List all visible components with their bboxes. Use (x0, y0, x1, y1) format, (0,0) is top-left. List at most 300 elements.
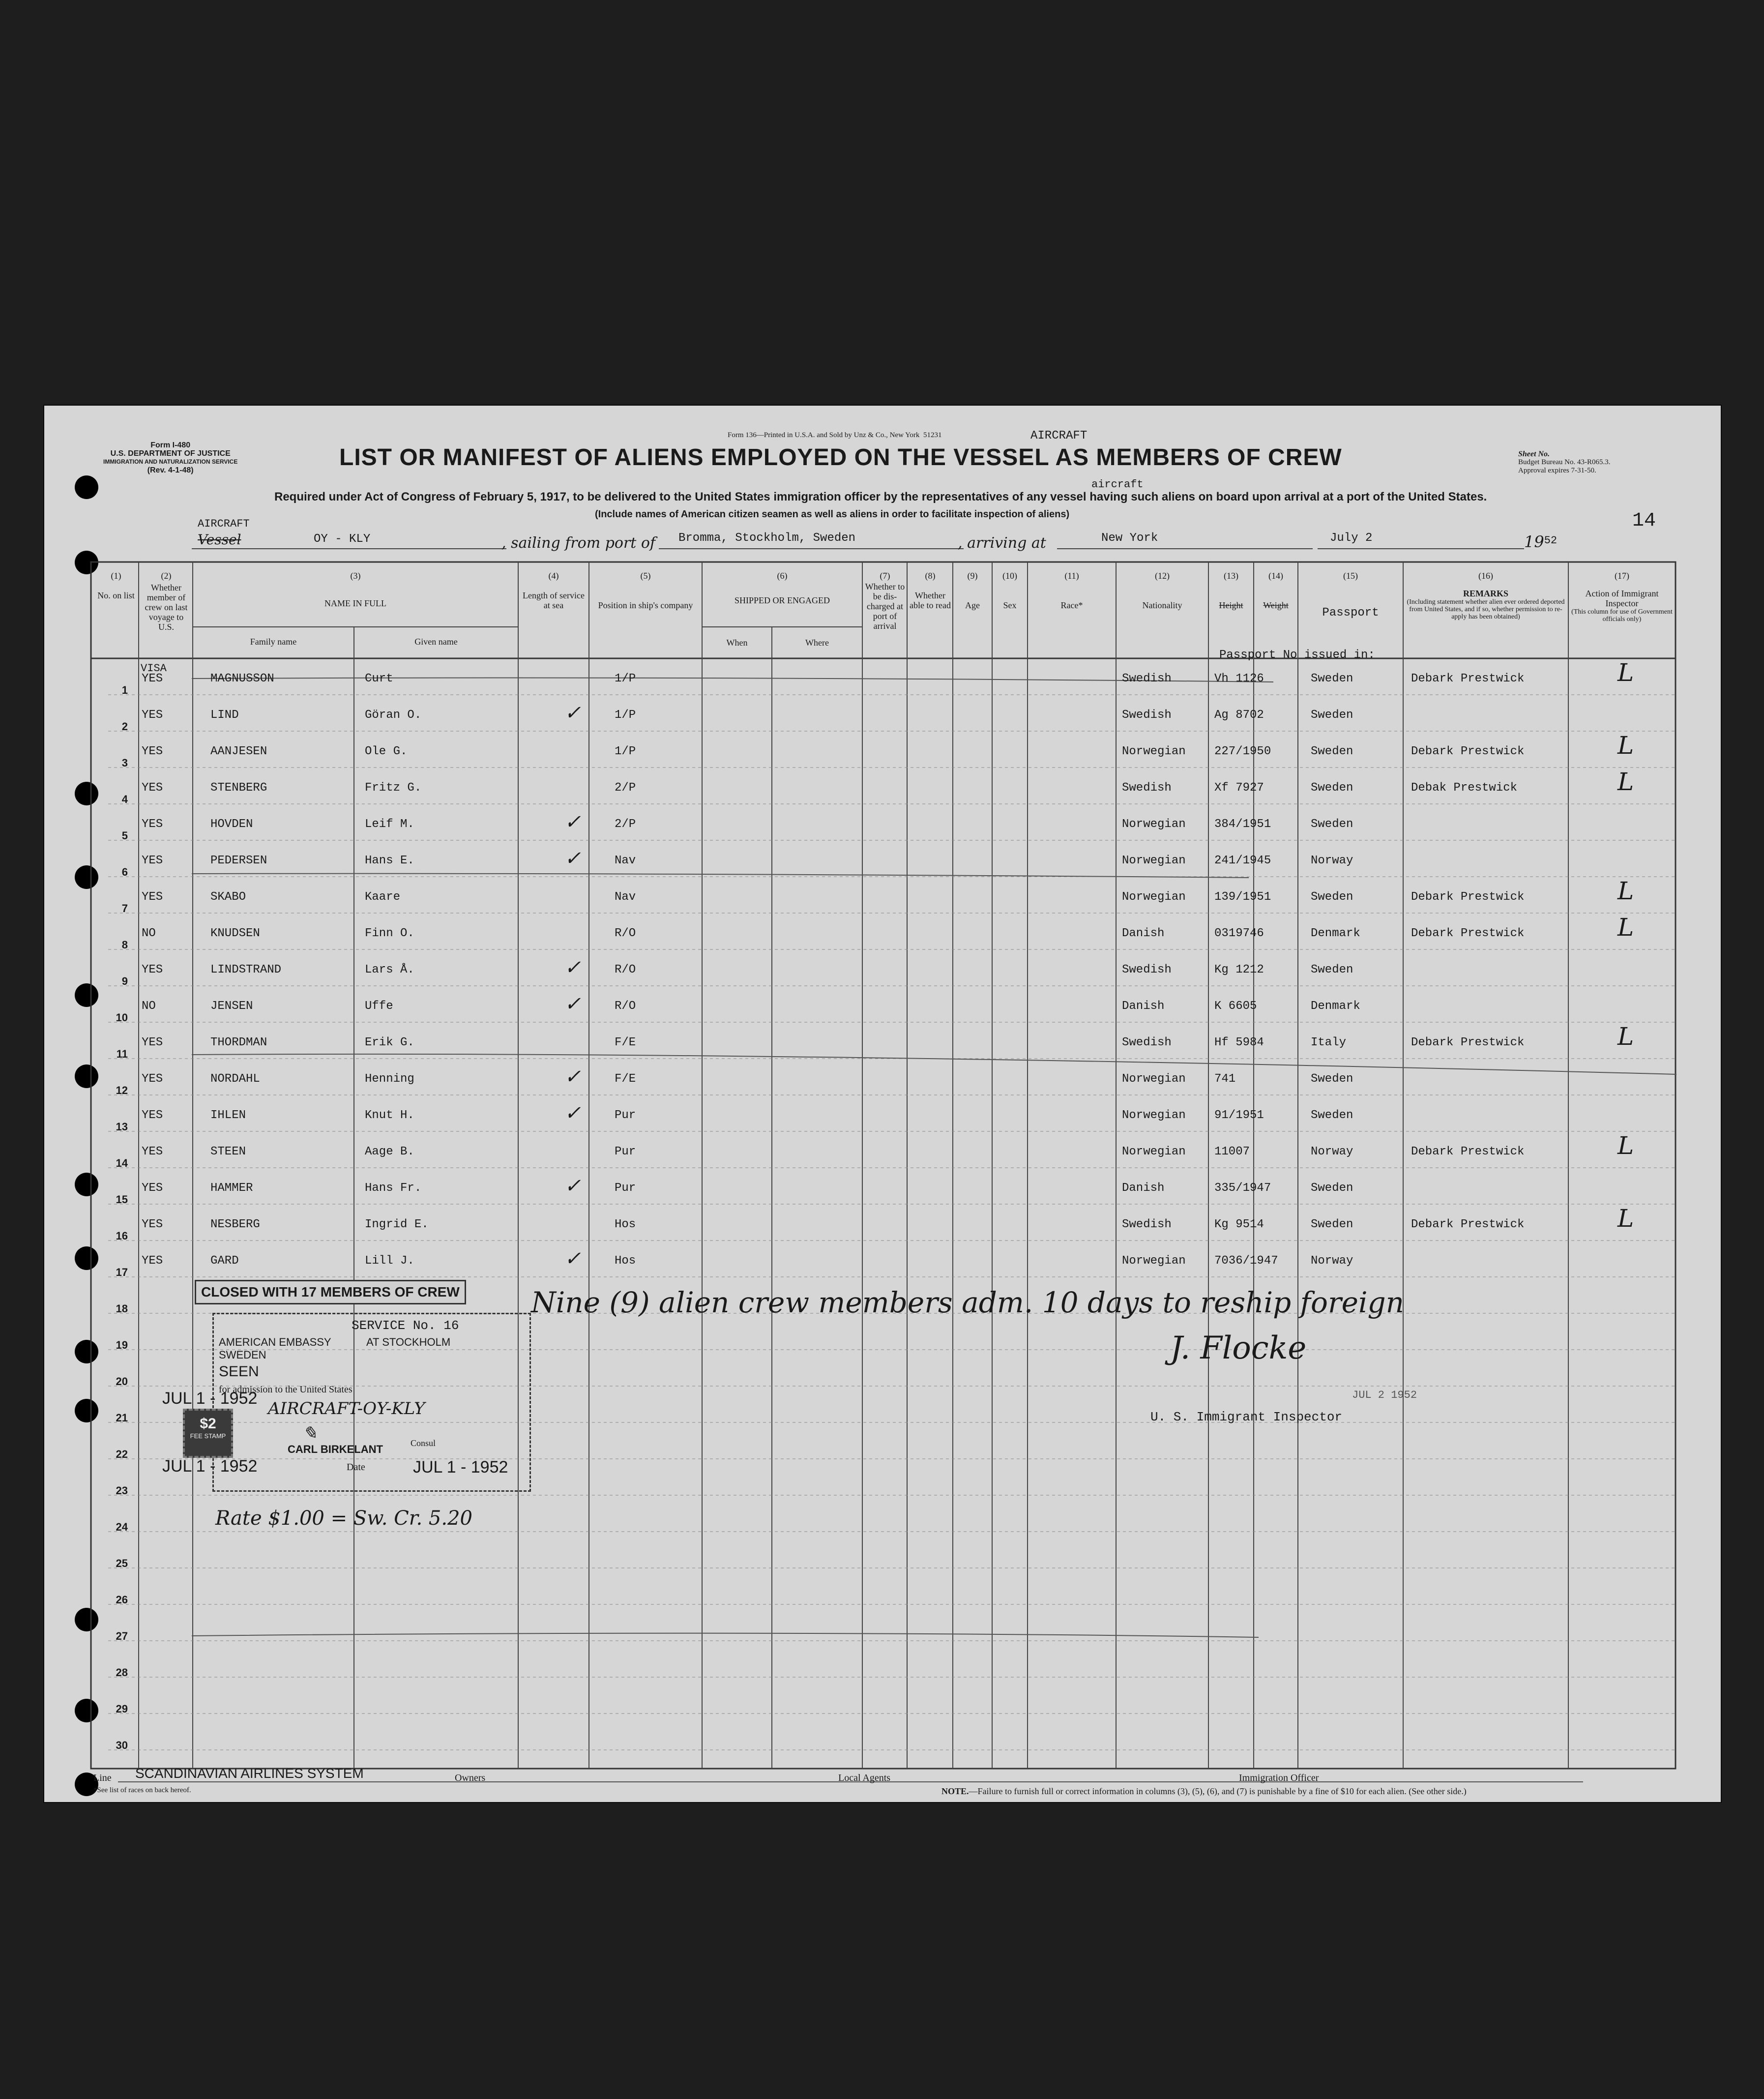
table-row (44, 1131, 1721, 1172)
table-row (44, 1063, 1721, 1099)
col2-num: (2) (161, 571, 172, 581)
passport-number: 335/1947 (1214, 1182, 1271, 1195)
jul1-stamp-top: JUL 1 - 1952 (162, 1389, 258, 1408)
nationality: Norwegian (1122, 1254, 1186, 1268)
col8-label: Whether able to read (910, 591, 951, 610)
passport-issued: Sweden (1311, 890, 1353, 904)
races-note: *See list of races on back hereof. (93, 1786, 191, 1794)
row-number: 23 (116, 1484, 128, 1497)
remarks: Debark Prestwick (1411, 672, 1525, 685)
consular-date: JUL 1 - 1952 (413, 1458, 508, 1477)
col17-header (1569, 571, 1675, 623)
table-row (44, 699, 1721, 735)
passport-number: 11007 (1214, 1145, 1250, 1158)
remarks: Debark Prestwick (1411, 890, 1525, 904)
service-check: ✓ (564, 847, 581, 870)
consular-service-no: SERVICE No. 16 (352, 1318, 459, 1333)
table-row (44, 1204, 1721, 1244)
position: Nav (615, 890, 636, 904)
col5-label: Position in ship's company (598, 600, 693, 610)
prev-voyage: YES (142, 1036, 163, 1049)
col13-label: Height (1219, 600, 1243, 610)
prev-voyage: YES (142, 709, 163, 722)
passport-issued: Italy (1311, 1036, 1347, 1049)
passport-subheader: Passport No issued in: (1219, 649, 1375, 662)
col16-header (1404, 571, 1567, 621)
prev-voyage: YES (142, 1145, 163, 1158)
col6-header (702, 571, 862, 605)
consular-date-label: Date (347, 1462, 365, 1473)
given-name: Uffe (365, 1000, 393, 1013)
printer-text: Form 136—Printed in U.S.A. and Sold by Unz & Co., New York (728, 431, 920, 439)
given-name: Erik G. (365, 1036, 414, 1049)
prev-voyage: NO (142, 1000, 156, 1013)
year-prefix: 19 (1524, 532, 1544, 551)
family-name: THORDMAN (210, 1036, 267, 1049)
col3-label: NAME IN FULL (324, 598, 386, 608)
col4-num: (4) (548, 571, 559, 581)
row-number: 20 (116, 1375, 128, 1388)
row-number: 16 (116, 1230, 128, 1242)
col6-when-header: When (726, 638, 748, 648)
col1-label: No. on list (97, 591, 135, 600)
position: Pur (615, 1145, 636, 1158)
approval-expiry: Approval expires 7-31-50. (1518, 467, 1596, 474)
row-number: 22 (116, 1448, 128, 1460)
inspector-action: L (1617, 1131, 1634, 1160)
vessel-type: AIRCRAFT (198, 518, 250, 530)
prev-voyage: YES (142, 1254, 163, 1268)
port-from: Bromma, Stockholm, Sweden (678, 532, 856, 545)
given-name: Göran O. (365, 709, 422, 722)
nationality: Swedish (1122, 963, 1172, 976)
prev-voyage: YES (142, 672, 163, 685)
manifest-sheet (44, 406, 1721, 1802)
prev-voyage: YES (142, 1218, 163, 1231)
col8-num: (8) (925, 571, 936, 581)
inspector-date-stamp: JUL 2 1952 (1352, 1389, 1417, 1401)
department: U.S. DEPARTMENT OF JUSTICE (110, 449, 231, 458)
row-number: 29 (116, 1703, 128, 1715)
passport-issued: Sweden (1311, 709, 1353, 722)
family-name: SKABO (210, 890, 246, 904)
consular-embassy: AMERICAN EMBASSY (219, 1336, 331, 1348)
arrival-date: July 2 (1330, 532, 1373, 545)
consul-name: CARL BIRKELANT (288, 1443, 383, 1455)
passport-number: Hf 5984 (1214, 1036, 1264, 1049)
service-check: ✓ (564, 811, 581, 833)
col7-num: (7) (880, 571, 890, 581)
row-number: 1 (121, 684, 128, 696)
col9-num: (9) (967, 571, 978, 581)
nationality: Danish (1122, 1182, 1165, 1195)
nationality: Swedish (1122, 709, 1172, 722)
position: Nav (615, 854, 636, 867)
col16-num: (16) (1478, 571, 1493, 581)
row-number: 19 (116, 1339, 128, 1351)
given-name: Aage B. (365, 1145, 414, 1158)
exchange-rate-note: Rate $1.00 = Sw. Cr. 5.20 (215, 1507, 472, 1530)
col7-label: Whether to be dis-charged at port of arrival (865, 582, 905, 631)
col15-header (1299, 571, 1402, 618)
remarks: Debark Prestwick (1411, 1036, 1525, 1049)
position: 2/P (615, 818, 636, 831)
row-number: 13 (116, 1121, 128, 1133)
family-name: IHLEN (210, 1109, 246, 1122)
family-name: HOVDEN (210, 818, 253, 831)
service-check: ✓ (564, 993, 581, 1015)
col15-label: Passport (1322, 606, 1379, 620)
nationality: Norwegian (1122, 890, 1186, 904)
inspector-action: L (1617, 768, 1634, 796)
position: 2/P (615, 781, 636, 795)
table-row (44, 808, 1721, 844)
table-row (44, 1099, 1721, 1135)
col4-header (520, 571, 587, 610)
passport-issued: Sweden (1311, 963, 1353, 976)
fee-stamp-label: FEE STAMP (190, 1432, 226, 1440)
budget-bureau: Budget Bureau No. 43-R065.3. (1518, 458, 1611, 466)
given-name: Henning (365, 1072, 414, 1086)
position: 1/P (615, 672, 636, 685)
passport-issued: Sweden (1311, 818, 1353, 831)
consul-signature: ✎ (302, 1423, 318, 1444)
col3-header (193, 571, 518, 608)
col16-label: REMARKS (1463, 589, 1508, 598)
family-name: MAGNUSSON (210, 672, 274, 685)
row-number: 11 (116, 1048, 128, 1060)
passport-issued: Denmark (1311, 927, 1360, 940)
col12-header (1117, 571, 1207, 610)
passport-issued: Norway (1311, 1254, 1353, 1268)
consular-seen: SEEN (219, 1363, 259, 1380)
col3-family-header: Family name (250, 637, 297, 647)
col14-label: Weight (1263, 600, 1289, 610)
row-number: 17 (116, 1266, 128, 1278)
remarks: Debark Prestwick (1411, 927, 1525, 940)
family-name: NORDAHL (210, 1072, 260, 1086)
position: R/O (615, 1000, 636, 1013)
consular-stamp (212, 1313, 531, 1492)
passport-number: 241/1945 (1214, 854, 1271, 867)
col8-header (908, 571, 952, 610)
row-number: 12 (116, 1084, 128, 1096)
col9-header (954, 571, 991, 610)
passport-issued: Norway (1311, 1145, 1353, 1158)
nationality: Danish (1122, 927, 1165, 940)
printer-code: 51231 (923, 431, 942, 439)
year-suffix: 52 (1544, 534, 1558, 547)
col10-label: Sex (1003, 600, 1017, 610)
subtitle-note: (Include names of American citizen seamen as well as aliens in order to facilitate inspection of aliens) (595, 509, 1070, 520)
position: F/E (615, 1072, 636, 1086)
prev-voyage: YES (142, 1182, 163, 1195)
family-name: JENSEN (210, 1000, 253, 1013)
owners-label: Owners (455, 1773, 486, 1783)
col2-header (141, 571, 192, 632)
row-number: 26 (116, 1594, 128, 1606)
table-row (44, 731, 1721, 771)
passport-issued: Denmark (1311, 1000, 1360, 1013)
prev-voyage: YES (142, 781, 163, 795)
nationality: Swedish (1122, 1218, 1172, 1231)
row-number: 8 (121, 939, 128, 951)
col11-num: (11) (1064, 571, 1079, 581)
family-name: KNUDSEN (210, 927, 260, 940)
given-name: Ingrid E. (365, 1218, 429, 1231)
family-name: AANJESEN (210, 745, 267, 758)
prev-voyage: YES (142, 854, 163, 867)
passport-number: Kg 9514 (1214, 1218, 1264, 1231)
row-number: 5 (121, 829, 128, 842)
sailing-label: , sailing from port of (501, 534, 656, 552)
row-number: 4 (121, 793, 128, 805)
table-row (44, 658, 1721, 699)
col15-num: (15) (1343, 571, 1358, 581)
note-text: —Failure to furnish full or correct information in columns (3), (5), (6), and (7) is punishable by a fine of $10 for each alien. (See other side.) (969, 1786, 1467, 1796)
passport-number: 741 (1214, 1072, 1236, 1086)
row-number: 10 (116, 1011, 128, 1024)
given-name: Kaare (365, 890, 401, 904)
col2-label: Whether member of crew on last voyage to U.S. (145, 583, 188, 632)
given-name: Hans E. (365, 854, 414, 867)
revision: (Rev. 4-1-48) (147, 466, 194, 474)
fee-stamp-amount: $2 (200, 1416, 216, 1432)
given-name: Lill J. (365, 1254, 414, 1268)
service-check: ✓ (564, 1102, 581, 1124)
position: R/O (615, 927, 636, 940)
table-row (44, 877, 1721, 917)
vessel-label: Vessel (198, 532, 241, 548)
table-row (44, 768, 1721, 808)
passport-number: 227/1950 (1214, 745, 1271, 758)
passport-issued: Sweden (1311, 1109, 1353, 1122)
row-number: 9 (121, 975, 128, 987)
passport-issued: Sweden (1311, 745, 1353, 758)
page-title: LIST OR MANIFEST OF ALIENS EMPLOYED ON THE VESSEL AS MEMBERS OF CREW (339, 444, 1342, 471)
remarks: Debak Prestwick (1411, 781, 1518, 795)
passport-issued: Sweden (1311, 1072, 1353, 1086)
position: 1/P (615, 745, 636, 758)
col17-note: (This column for use of Government officials only) (1571, 608, 1673, 623)
family-name: LIND (210, 709, 239, 722)
col16-note: (Including statement whether alien ever ordered deported from United States, and if so, whether permission to re-apply has been obtained) (1407, 598, 1565, 621)
handwritten-admission-note: Nine (9) alien crew members adm. 10 days to reship foreign (531, 1286, 1405, 1319)
position: Pur (615, 1182, 636, 1195)
prev-voyage: YES (142, 890, 163, 904)
given-name: Knut H. (365, 1109, 414, 1122)
prev-voyage: YES (142, 1109, 163, 1122)
inspector-action: L (1617, 1022, 1634, 1051)
service-name: IMMIGRATION AND NATURALIZATION SERVICE (103, 458, 238, 465)
col6-where-header: Where (805, 638, 829, 648)
table-row (44, 844, 1721, 881)
subtitle-overtype: aircraft (1091, 478, 1144, 491)
row-number: 15 (116, 1193, 128, 1206)
remarks: Debark Prestwick (1411, 745, 1525, 758)
vessel-name: OY - KLY (314, 532, 371, 546)
row-number: 14 (116, 1157, 128, 1169)
row-number: 30 (116, 1739, 128, 1751)
col13-header (1209, 571, 1253, 610)
col3-given-header: Given name (414, 637, 458, 647)
line-value: SCANDINAVIAN AIRLINES SYSTEM (135, 1766, 364, 1781)
local-agents-label: Local Agents (838, 1773, 891, 1783)
immigration-officer-label: Immigration Officer (1239, 1773, 1319, 1783)
nationality: Swedish (1122, 1036, 1172, 1049)
row-number: 7 (121, 902, 128, 915)
family-name: LINDSTRAND (210, 963, 282, 976)
row-number: 2 (121, 720, 128, 733)
given-name: Finn O. (365, 927, 414, 940)
table-row (44, 990, 1721, 1026)
family-name: GARD (210, 1254, 239, 1268)
nationality: Norwegian (1122, 745, 1186, 758)
position: 1/P (615, 709, 636, 722)
service-check: ✓ (564, 1247, 581, 1270)
nationality: Norwegian (1122, 818, 1186, 831)
col14-num: (14) (1268, 571, 1283, 581)
position: Hos (615, 1218, 636, 1231)
inspector-label: U. S. Immigrant Inspector (1150, 1410, 1343, 1424)
note-label: NOTE. (941, 1786, 969, 1796)
passport-issued: Sweden (1311, 1218, 1353, 1231)
table-row (44, 913, 1721, 953)
given-name: Leif M. (365, 818, 414, 831)
col5-num: (5) (640, 571, 651, 581)
remarks: Debark Prestwick (1411, 1218, 1525, 1231)
row-number: 24 (116, 1521, 128, 1533)
family-name: NESBERG (210, 1218, 260, 1231)
fee-stamp (183, 1409, 233, 1458)
prev-voyage: YES (142, 745, 163, 758)
col4-label: Length of service at sea (523, 591, 585, 610)
passport-number: 0319746 (1214, 927, 1264, 940)
given-name: Ole G. (365, 745, 408, 758)
col11-label: Race* (1060, 600, 1083, 610)
col3-num: (3) (350, 571, 361, 581)
nationality: Norwegian (1122, 1109, 1186, 1122)
service-check: ✓ (564, 1065, 581, 1088)
passport-number: Vh 1126 (1214, 672, 1264, 685)
row-number: 28 (116, 1666, 128, 1679)
passport-number: 91/1951 (1214, 1109, 1264, 1122)
col1-header (96, 571, 136, 600)
given-name: Hans Fr. (365, 1182, 422, 1195)
nationality: Swedish (1122, 672, 1172, 685)
penalty-note (941, 1786, 1467, 1797)
consul-title: Consul (411, 1438, 436, 1448)
prev-voyage: YES (142, 1072, 163, 1086)
family-name: HAMMER (210, 1182, 253, 1195)
nationality: Norwegian (1122, 854, 1186, 867)
table-row (44, 1022, 1721, 1063)
passport-number: Kg 1212 (1214, 963, 1264, 976)
family-name: STENBERG (210, 781, 267, 795)
col1-num: (1) (111, 571, 121, 581)
row-number: 25 (116, 1557, 128, 1569)
nationality: Danish (1122, 1000, 1165, 1013)
row-number: 6 (121, 866, 128, 878)
passport-number: K 6605 (1214, 1000, 1257, 1013)
form-number: Form I-480 (150, 441, 191, 449)
col7-header (863, 571, 907, 631)
consular-purpose: for admission to the United States (219, 1384, 353, 1395)
row-number: 21 (116, 1412, 128, 1424)
position: R/O (615, 963, 636, 976)
passport-number: 139/1951 (1214, 890, 1271, 904)
nationality: Norwegian (1122, 1072, 1186, 1086)
title-overtype: AIRCRAFT (1030, 429, 1088, 443)
inspector-action: L (1617, 731, 1634, 760)
passport-issued: Sweden (1311, 1182, 1353, 1195)
inspector-action: L (1617, 877, 1634, 905)
col6-label: SHIPPED OR ENGAGED (734, 595, 830, 605)
passport-number: Xf 7927 (1214, 781, 1264, 795)
position: Pur (615, 1109, 636, 1122)
service-check: ✓ (564, 702, 581, 724)
nationality: Swedish (1122, 781, 1172, 795)
port-to: New York (1101, 532, 1158, 545)
family-name: STEEN (210, 1145, 246, 1158)
col9-label: Age (965, 600, 980, 610)
position: Hos (615, 1254, 636, 1268)
sheet-label: Sheet No. (1518, 450, 1550, 458)
col12-label: Nationality (1142, 600, 1182, 610)
row-number: 3 (121, 757, 128, 769)
inspector-action: L (1617, 913, 1634, 942)
col17-num: (17) (1615, 571, 1629, 581)
arriving-label: , arriving at (958, 534, 1046, 552)
remarks: Debark Prestwick (1411, 1145, 1525, 1158)
col6-num: (6) (777, 571, 788, 581)
prev-voyage: NO (142, 927, 156, 940)
service-check: ✓ (564, 956, 581, 979)
col10-num: (10) (1002, 571, 1017, 581)
position: F/E (615, 1036, 636, 1049)
service-check: ✓ (564, 1175, 581, 1197)
col14-header (1255, 571, 1297, 610)
table-row (44, 1172, 1721, 1208)
passport-issued: Sweden (1311, 672, 1353, 685)
inspector-signature: J. Flocke (1170, 1330, 1307, 1366)
passport-number: Ag 8702 (1214, 709, 1264, 722)
passport-issued: Norway (1311, 854, 1353, 867)
table-row (44, 953, 1721, 990)
col13-num: (13) (1224, 571, 1238, 581)
footer-line (93, 1773, 112, 1784)
consular-city: AT STOCKHOLM (366, 1336, 451, 1348)
subtitle: Required under Act of Congress of February 5, 1917, to be delivered to the United States immigration officer by the representatives of any vessel having such aliens on board upon arrival at a port of the United States. (274, 490, 1487, 503)
col11-header (1029, 571, 1115, 610)
row-number: 27 (116, 1630, 128, 1642)
consular-country: SWEDEN (219, 1349, 266, 1361)
col5-header (591, 571, 700, 610)
inspector-action: L (1617, 658, 1634, 687)
given-name: Lars Å. (365, 963, 414, 976)
closed-stamp: CLOSED WITH 17 MEMBERS OF CREW (195, 1280, 466, 1304)
prev-voyage: YES (142, 963, 163, 976)
family-name: PEDERSEN (210, 854, 267, 867)
col10-header (993, 571, 1027, 610)
passport-number: 7036/1947 (1214, 1254, 1278, 1268)
line-label: Line (93, 1773, 112, 1783)
passport-number: 384/1951 (1214, 818, 1271, 831)
sheet-number: 14 (1632, 510, 1656, 532)
table-row (44, 1244, 1721, 1281)
jul1-stamp-bottom: JUL 1 - 1952 (162, 1457, 258, 1476)
col17-label: Action of Immigrant Inspector (1585, 589, 1659, 608)
